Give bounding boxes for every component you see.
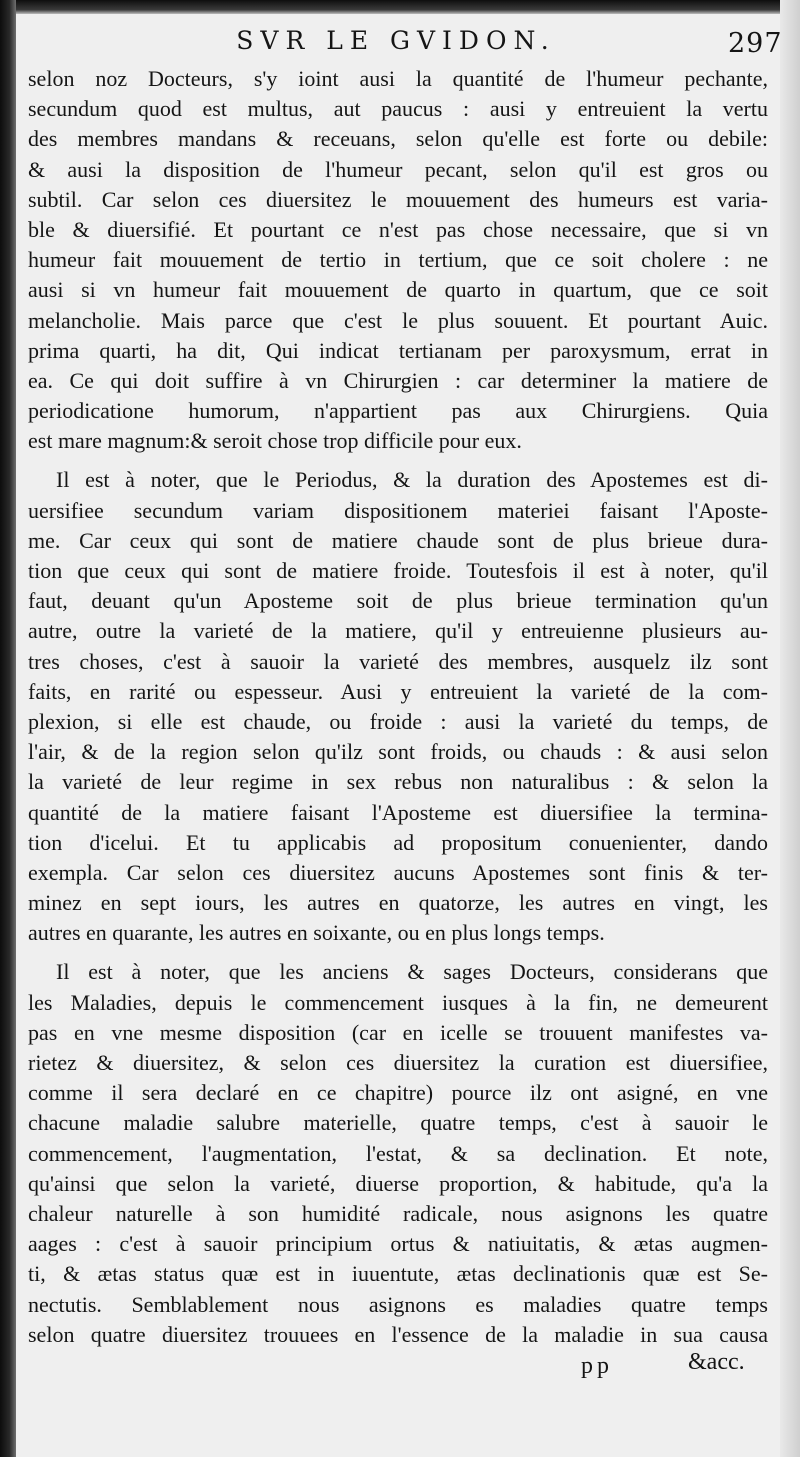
text-line: Il est à noter, que les anciens & sages Docteurs, considerans que [56,959,768,985]
scan-edge-left [0,0,16,1457]
text-line: nectutis. Semblablement nous asignons es maladies quatre temps [28,1291,768,1317]
text-line: prima quarti, ha dit, Qui indicat tertianam per paroxysmum, errat in [28,337,768,363]
scan-edge-top [0,0,800,14]
text-line: commencement, l'augmentation, l'estat, & sa declination. Et note, [28,1140,768,1166]
text-line: ea. Ce qui doit suffire à vn Chirurgien : car determiner la matiere de [28,367,768,393]
text-line: periodicatione humorum, n'appartient pas aux Chirurgiens. Quia [28,398,768,424]
text-line: secundum quod est multus, aut paucus : ausi y entreuient la vertu [28,96,768,122]
text-line: est mare magnum:& seroit chose trop difficile pour eux. [28,428,522,454]
text-line: l'air, & de la region selon qu'ilz sont froids, ou chauds : & ausi selon [28,739,768,765]
text-line: des membres mandans & receuans, selon qu'elle est forte ou debile: [28,126,768,152]
text-line: chaleur naturelle à son humidité radicale, nous asignons les quatre [28,1200,768,1226]
text-line: plexion, si elle est chaude, ou froide : ausi la varieté du temps, de [28,708,768,734]
text-line: humeur fait mouuement de tertio in tertium, que ce soit cholere : ne [28,247,768,273]
text-line: aages : c'est à sauoir principium ortus & natiuitatis, & ætas augmen- [28,1231,768,1257]
paragraph-1 [28,64,768,456]
paragraph-3 [28,957,768,1349]
text-line: tion que ceux qui sont de matiere froide. Toutesfois il est à noter, qu'il [28,558,768,583]
text-line: quantité de la matiere faisant l'Aposteme est diuersifiee la termina- [28,799,768,825]
text-line: Il est à noter, que le Periodus, & la duration des Apostemes est di- [56,467,768,493]
text-line: autres en quarante, les autres en soixante, ou en plus longs temps. [28,920,605,946]
text-line: selon quatre diuersitez trouuees en l'essence de la maladie in sua causa [28,1321,768,1347]
text-line: comme il sera declaré en ce chapitre) pource ilz ont asigné, en vne [28,1080,768,1106]
text-line: les Maladies, depuis le commencement iusques à la fin, ne demeurent [28,989,768,1015]
signature-mark: pp [581,1353,613,1379]
text-line: chacune maladie salubre materielle, quatre temps, c'est à sauoir le [28,1110,768,1136]
text-line: me. Car ceux qui sont de matiere chaude sont de plus brieue dura- [28,527,768,553]
catchword: &acc. [688,1349,745,1375]
text-line: tion d'icelui. Et tu applicabis ad propositum conuenienter, dando [28,829,768,855]
text-line: uersifiee secundum variam dispositionem materiei faisant l'Aposte- [28,497,768,523]
text-line: autre, outre la varieté de la matiere, qu'il y entreuienne plusieurs au- [28,618,768,644]
text-line: ausi si vn humeur fait mouuement de quarto in quartum, que ce soit [28,277,768,303]
text-line: selon noz Docteurs, s'y ioint ausi la quantité de l'humeur pechante, [28,66,768,91]
text-line: tres choses, c'est à sauoir la varieté des membres, ausquelz ilz sont [28,648,768,674]
text-line: faut, deuant qu'un Aposteme soit de plus brieue termination qu'un [28,588,768,614]
paragraph-2 [28,465,768,948]
scan-edge-right [780,0,800,1457]
text-block [28,64,768,1350]
text-line: ti, & ætas status quæ est in iuuentute, ætas declinationis quæ est Se- [28,1261,768,1287]
text-line: exempla. Car selon ces diuersitez aucuns Apostemes sont finis & ter- [28,859,768,885]
running-head: SVR LE GVIDON. [236,26,556,55]
text-line: melancholie. Mais parce que c'est le plus souuent. Et pourtant Auic. [28,307,768,333]
text-line: faits, en rarité ou espesseur. Ausi y entreuient la varieté de la com- [28,678,768,704]
text-line: qu'ainsi que selon la varieté, diuerse proportion, & habitude, qu'a la [28,1170,768,1196]
page-number: 297 [728,28,783,59]
text-line: ble & diuersifié. Et pourtant ce n'est pas chose necessaire, que si vn [28,216,768,242]
text-line: pas en vne mesme disposition (car en icelle se trouuent manifestes va- [28,1019,768,1045]
text-line: subtil. Car selon ces diuersitez le mouuement des humeurs est varia- [28,186,768,212]
text-line: rietez & diuersitez, & selon ces diuersitez la curation est diuersifiee, [28,1050,768,1075]
text-line: & ausi la disposition de l'humeur pecant, selon qu'il est gros ou [28,156,768,182]
text-line: la varieté de leur regime in sex rebus non naturalibus : & selon la [28,769,768,795]
text-line: minez en sept iours, les autres en quatorze, les autres en vingt, les [28,890,768,916]
